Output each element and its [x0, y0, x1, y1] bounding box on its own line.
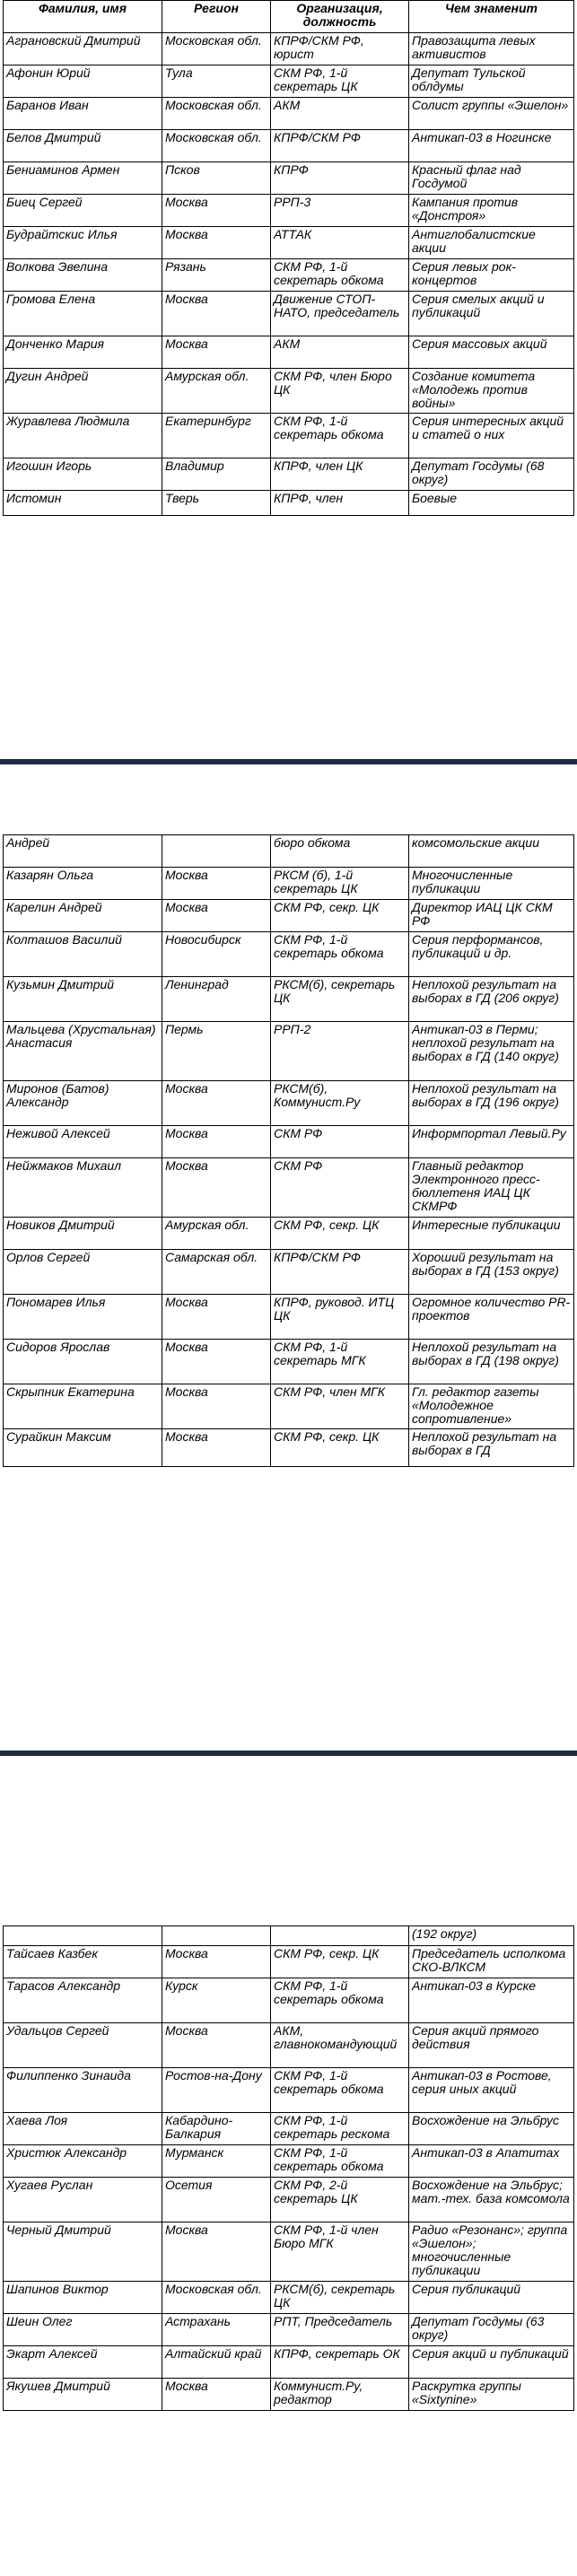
organization-cell: СКМ РФ, 1-й член Бюро МГК [271, 2222, 409, 2282]
fame-cell: Серия перформансов, публикаций и др. [409, 932, 574, 977]
organization-cell: СКМ РФ, 2-й секретарь ЦК [271, 2178, 409, 2222]
name-cell: Волкова Эвелина [4, 259, 162, 292]
fame-cell: Главный редактор Электронного пресс-бюллетеня ИАЦ ЦК СКМРФ [409, 1158, 574, 1218]
table-row [4, 2178, 574, 2222]
region-cell: Курск [162, 1978, 271, 2023]
organization-cell: СКМ РФ, секр. ЦК [271, 900, 409, 932]
organization-cell: СКМ РФ, член Бюро ЦК [271, 369, 409, 414]
name-cell: Шеин Олег [4, 2314, 162, 2346]
table-row [4, 1978, 574, 2023]
region-cell: Тула [162, 65, 271, 98]
organization-cell: СКМ РФ, 1-й секретарь обкома [271, 414, 409, 458]
region-cell: Москва [162, 227, 271, 259]
fame-cell: Неплохой результат на выборах в ГД [409, 1429, 574, 1467]
region-cell: Москва [162, 1158, 271, 1218]
table-row [4, 900, 574, 932]
name-cell: Баранов Иван [4, 98, 162, 130]
table-row [4, 336, 574, 369]
page-3 [0, 1828, 577, 2576]
fame-cell: Раскрутка группы «Sixtynine» [409, 2379, 574, 2411]
fame-cell: Серия публикаций [409, 2282, 574, 2314]
name-cell: Тарасов Александр [4, 1978, 162, 2023]
organization-cell: КПРФ, руковод. ИТЦ ЦК [271, 1295, 409, 1340]
organization-cell: РПТ, Председатель [271, 2314, 409, 2346]
organization-cell: РКСМ (б), 1-й секретарь ЦК [271, 868, 409, 900]
activists-table-page-2 [3, 834, 574, 1467]
organization-cell: Движение СТОП-НАТО, председатель [271, 292, 409, 336]
name-cell: Бениаминов Армен [4, 162, 162, 195]
name-cell: Андрей [4, 835, 162, 868]
name-cell: Аграновский Дмитрий [4, 33, 162, 65]
region-cell: Владимир [162, 458, 271, 491]
region-cell: Москва [162, 2023, 271, 2068]
organization-cell: АКМ, главнокомандующий [271, 2023, 409, 2068]
table-row [4, 162, 574, 195]
organization-cell: СКМ РФ [271, 1126, 409, 1158]
organization-cell: СКМ РФ [271, 1158, 409, 1218]
table-row [4, 292, 574, 336]
table-row [4, 1295, 574, 1340]
fame-cell: Неплохой результат на выборах в ГД (196 округ) [409, 1081, 574, 1126]
fame-cell: Антикап-03 в Ногинске [409, 130, 574, 162]
fame-cell: Многочисленные публикации [409, 868, 574, 900]
fame-cell: Информпортал Левый.Ру [409, 1126, 574, 1158]
region-cell: Амурская обл. [162, 369, 271, 414]
region-cell: Москва [162, 1081, 271, 1126]
table-row [4, 1926, 574, 1946]
organization-cell: РКСМ(б), секретарь ЦК [271, 977, 409, 1022]
fame-cell: Кампания против «Донстроя» [409, 195, 574, 227]
name-cell: Якушев Дмитрий [4, 2379, 162, 2411]
fame-cell: Антикап-03 в Курске [409, 1978, 574, 2023]
region-cell: Ростов-на-Дону [162, 2068, 271, 2113]
table-row [4, 977, 574, 1022]
organization-cell: СКМ РФ, 1-й секретарь ЦК [271, 65, 409, 98]
activists-table-page-1 [3, 0, 574, 516]
table-row [4, 1022, 574, 1081]
page-2 [0, 834, 577, 1718]
table-row [4, 2379, 574, 2411]
table-row [4, 1946, 574, 1978]
region-cell: Тверь [162, 491, 271, 516]
fame-cell: комсомольские акции [409, 835, 574, 868]
region-cell [162, 835, 271, 868]
region-cell: Рязань [162, 259, 271, 292]
name-cell: Будрайтскис Илья [4, 227, 162, 259]
table-row [4, 835, 574, 868]
fame-cell: Депутат Госдумы (68 округ) [409, 458, 574, 491]
fame-cell: Неплохой результат на выборах в ГД (206 округ) [409, 977, 574, 1022]
region-cell: Кабардино-Балкария [162, 2113, 271, 2145]
organization-cell: КПРФ, секретарь ОК [271, 2346, 409, 2379]
fame-cell: Огромное количество PR-проектов [409, 1295, 574, 1340]
region-cell: Московская обл. [162, 33, 271, 65]
name-cell: Скрыпник Екатерина [4, 1384, 162, 1429]
region-cell: Московская обл. [162, 2282, 271, 2314]
fame-cell: Неплохой результат на выборах в ГД (198 округ) [409, 1340, 574, 1384]
table-row [4, 2068, 574, 2113]
table-row [4, 1218, 574, 1250]
fame-cell: Хороший результат на выборах в ГД (153 округ) [409, 1250, 574, 1295]
fame-cell: Антикап-03 в Перми; неплохой результат на выборах в ГД (140 округ) [409, 1022, 574, 1081]
table-row [4, 1081, 574, 1126]
name-cell: Афонин Юрий [4, 65, 162, 98]
fame-cell: Радио «Резонанс»; группа «Эшелон»; многочисленные публикации [409, 2222, 574, 2282]
name-cell: Черный Дмитрий [4, 2222, 162, 2282]
fame-cell: (192 округ) [409, 1926, 574, 1946]
fame-cell: Восхождение на Эльбрус; мат.-тех. база комсомола [409, 2178, 574, 2222]
region-cell: Ленинград [162, 977, 271, 1022]
table-row [4, 491, 574, 516]
table-row [4, 130, 574, 162]
organization-cell: КПРФ/СКМ РФ [271, 1250, 409, 1295]
region-cell: Амурская обл. [162, 1218, 271, 1250]
name-cell: Тайсаев Казбек [4, 1946, 162, 1978]
organization-cell: КПРФ [271, 162, 409, 195]
name-cell: Белов Дмитрий [4, 130, 162, 162]
fame-cell: Восхождение на Эльбрус [409, 2113, 574, 2145]
organization-cell: АКМ [271, 98, 409, 130]
name-cell: Сидоров Ярослав [4, 1340, 162, 1384]
fame-cell: Серия интересных акций и статей о них [409, 414, 574, 458]
fame-cell: Серия левых рок-концертов [409, 259, 574, 292]
region-cell [162, 1926, 271, 1946]
fame-cell: Серия акций прямого действия [409, 2023, 574, 2068]
name-cell: Сурайкин Максим [4, 1429, 162, 1467]
name-cell: Удальцов Сергей [4, 2023, 162, 2068]
organization-cell: СКМ РФ, член МГК [271, 1384, 409, 1429]
organization-cell: СКМ РФ, 1-й секретарь обкома [271, 2145, 409, 2178]
table-row [4, 195, 574, 227]
table-row [4, 868, 574, 900]
name-cell: Журавлева Людмила [4, 414, 162, 458]
page-divider [0, 1751, 577, 1756]
organization-cell: КПРФ, член [271, 491, 409, 516]
organization-cell [271, 1926, 409, 1946]
name-cell: Хугаев Руслан [4, 2178, 162, 2222]
name-cell: Христюк Александр [4, 2145, 162, 2178]
name-cell: Мальцева (Хрустальная) Анастасия [4, 1022, 162, 1081]
name-cell: Карелин Андрей [4, 900, 162, 932]
header-region: Регион [162, 1, 271, 33]
fame-cell: Директор ИАЦ ЦК СКМ РФ [409, 900, 574, 932]
region-cell: Москва [162, 900, 271, 932]
region-cell: Астрахань [162, 2314, 271, 2346]
header-organization: Организация, должность [271, 1, 409, 33]
organization-cell: АКМ [271, 336, 409, 369]
table-row [4, 932, 574, 977]
region-cell: Москва [162, 1295, 271, 1340]
table-row [4, 414, 574, 458]
organization-cell: СКМ РФ, 1-й секретарь обкома [271, 259, 409, 292]
fame-cell: Красный флаг над Госдумой [409, 162, 574, 195]
fame-cell: Депутат Госдумы (63 округ) [409, 2314, 574, 2346]
organization-cell: СКМ РФ, 1-й секретарь обкома [271, 2068, 409, 2113]
region-cell: Москва [162, 1384, 271, 1429]
region-cell: Алтайский край [162, 2346, 271, 2379]
name-cell: Истомин [4, 491, 162, 516]
organization-cell: Коммунист.Ру, редактор [271, 2379, 409, 2411]
table-row [4, 2314, 574, 2346]
name-cell: Колташов Василий [4, 932, 162, 977]
organization-cell: КПРФ/СКМ РФ [271, 130, 409, 162]
table-row [4, 1158, 574, 1218]
fame-cell: Правозащита левых активистов [409, 33, 574, 65]
organization-cell: бюро обкома [271, 835, 409, 868]
page-break-2 [0, 1718, 577, 1828]
fame-cell: Антиглобалистские акции [409, 227, 574, 259]
region-cell: Самарская обл. [162, 1250, 271, 1295]
fame-cell: Интересные публикации [409, 1218, 574, 1250]
table-row [4, 369, 574, 414]
fame-cell: Солист группы «Эшелон» [409, 98, 574, 130]
organization-cell: АТТАК [271, 227, 409, 259]
name-cell [4, 1926, 162, 1946]
region-cell: Новосибирск [162, 932, 271, 977]
header-name: Фамилия, имя [4, 1, 162, 33]
fame-cell: Антикап-03 в Ростове, серия иных акций [409, 2068, 574, 2113]
region-cell: Москва [162, 1126, 271, 1158]
region-cell: Москва [162, 2379, 271, 2411]
organization-cell: РРП-3 [271, 195, 409, 227]
table-row [4, 1250, 574, 1295]
name-cell: Нейжмаков Михаил [4, 1158, 162, 1218]
region-cell: Псков [162, 162, 271, 195]
name-cell: Неживой Алексей [4, 1126, 162, 1158]
fame-cell: Серия массовых акций [409, 336, 574, 369]
organization-cell: РКСМ(б), секретарь ЦК [271, 2282, 409, 2314]
fame-cell: Боевые [409, 491, 574, 516]
region-cell: Москва [162, 336, 271, 369]
region-cell: Московская обл. [162, 98, 271, 130]
fame-cell: Антикап-03 в Апатитах [409, 2145, 574, 2178]
table-row [4, 2282, 574, 2314]
table-row [4, 2222, 574, 2282]
name-cell: Казарян Ольга [4, 868, 162, 900]
name-cell: Пономарев Илья [4, 1295, 162, 1340]
fame-cell: Создание комитета «Молодежь против войны» [409, 369, 574, 414]
fame-cell: Серия смелых акций и публикаций [409, 292, 574, 336]
organization-cell: СКМ РФ, секр. ЦК [271, 1946, 409, 1978]
table-row [4, 2023, 574, 2068]
table-row [4, 1429, 574, 1467]
name-cell: Громова Елена [4, 292, 162, 336]
name-cell: Дугин Андрей [4, 369, 162, 414]
region-cell: Москва [162, 1429, 271, 1467]
region-cell: Екатеринбург [162, 414, 271, 458]
name-cell: Экарт Алексей [4, 2346, 162, 2379]
table-row [4, 33, 574, 65]
table-row [4, 2346, 574, 2379]
name-cell: Кузьмин Дмитрий [4, 977, 162, 1022]
name-cell: Игошин Игорь [4, 458, 162, 491]
page-break-1 [0, 734, 577, 834]
organization-cell: РРП-2 [271, 1022, 409, 1081]
activists-table-page-3 [3, 1925, 574, 2411]
fame-cell: Гл. редактор газеты «Молодежное сопротивление» [409, 1384, 574, 1429]
name-cell: Орлов Сергей [4, 1250, 162, 1295]
organization-cell: СКМ РФ, 1-й секретарь МГК [271, 1340, 409, 1384]
region-cell: Осетия [162, 2178, 271, 2222]
organization-cell: СКМ РФ, 1-й секретарь обкома [271, 1978, 409, 2023]
region-cell: Московская обл. [162, 130, 271, 162]
name-cell: Биец Сергей [4, 195, 162, 227]
table-row [4, 98, 574, 130]
region-cell: Москва [162, 2222, 271, 2282]
name-cell: Филиппенко Зинаида [4, 2068, 162, 2113]
fame-cell: Депутат Тульской облдумы [409, 65, 574, 98]
organization-cell: КПРФ/СКМ РФ, юрист [271, 33, 409, 65]
name-cell: Хаева Лоя [4, 2113, 162, 2145]
organization-cell: СКМ РФ, секр. ЦК [271, 1218, 409, 1250]
table-row [4, 2145, 574, 2178]
region-cell: Москва [162, 868, 271, 900]
region-cell: Пермь [162, 1022, 271, 1081]
organization-cell: РКСМ(б), Коммунист.Ру [271, 1081, 409, 1126]
name-cell: Новиков Дмитрий [4, 1218, 162, 1250]
table-row [4, 458, 574, 491]
header-row [4, 1, 574, 33]
region-cell: Мурманск [162, 2145, 271, 2178]
region-cell: Москва [162, 292, 271, 336]
fame-cell: Председатель исполкома СКО-ВЛКСМ [409, 1946, 574, 1978]
header-fame: Чем знаменит [409, 1, 574, 33]
name-cell: Миронов (Батов) Александр [4, 1081, 162, 1126]
table-row [4, 227, 574, 259]
organization-cell: СКМ РФ, 1-й секретарь обкома [271, 932, 409, 977]
table-row [4, 65, 574, 98]
name-cell: Шапинов Виктор [4, 2282, 162, 2314]
page-divider [0, 759, 577, 764]
table-row [4, 1384, 574, 1429]
name-cell: Донченко Мария [4, 336, 162, 369]
region-cell: Москва [162, 1340, 271, 1384]
table-row [4, 2113, 574, 2145]
organization-cell: СКМ РФ, 1-й секретарь рескома [271, 2113, 409, 2145]
table-row [4, 1340, 574, 1384]
fame-cell: Серия акций и публикаций [409, 2346, 574, 2379]
organization-cell: КПРФ, член ЦК [271, 458, 409, 491]
organization-cell: СКМ РФ, секр. ЦК [271, 1429, 409, 1467]
region-cell: Москва [162, 195, 271, 227]
table-row [4, 1126, 574, 1158]
table-row [4, 259, 574, 292]
region-cell: Москва [162, 1946, 271, 1978]
page-1 [0, 0, 577, 734]
